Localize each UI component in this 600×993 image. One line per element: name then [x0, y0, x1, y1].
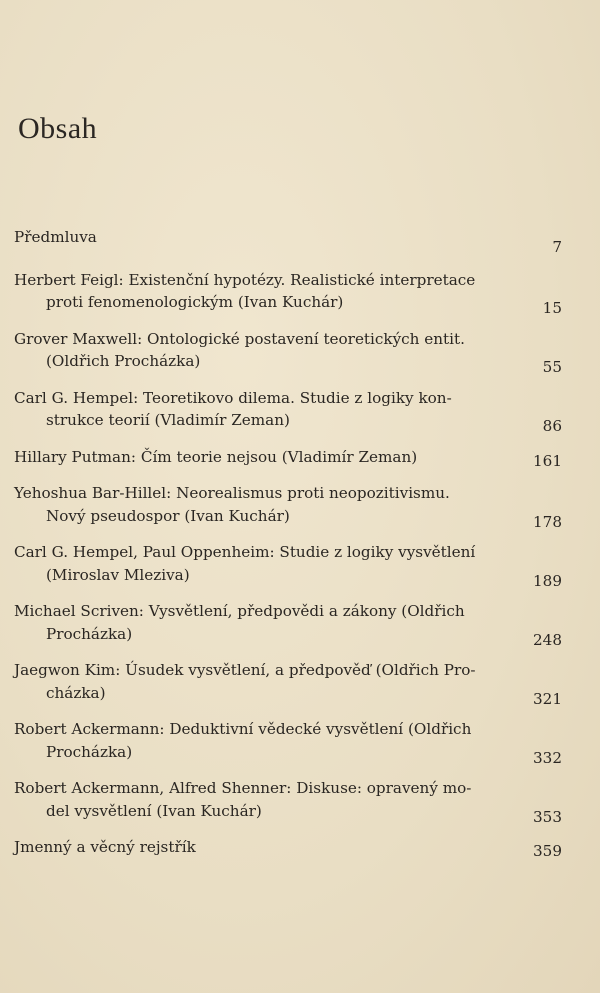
- toc-entry: [14, 777, 562, 826]
- toc-entry-text-continued: del vysvětlení (Ivan Kuchár): [46, 801, 262, 820]
- toc-entry-text: Herbert Feigl: Existenční hypotézy. Realistické interpretace: [14, 270, 476, 289]
- toc-entry: [14, 659, 562, 708]
- toc-entry: [14, 836, 562, 859]
- toc-entry: [14, 446, 562, 469]
- toc-entry: [14, 600, 562, 649]
- table-of-contents: [14, 226, 562, 873]
- toc-entry-text: Jaegwon Kim: Úsudek vysvětlení, a předpověď (Oldřich Pro-: [14, 661, 476, 679]
- toc-page-number: 332: [533, 748, 562, 767]
- toc-page-number: 248: [533, 630, 562, 649]
- toc-entry: [14, 718, 562, 767]
- toc-entry-text: Carl G. Hempel, Paul Oppenheim: Studie z logiky vysvětlení: [14, 543, 476, 561]
- toc-entry-text: Předmluva: [14, 228, 97, 246]
- toc-page-number: 7: [552, 238, 562, 256]
- toc-entry-text-continued: (Oldřich Procházka): [46, 352, 201, 370]
- toc-entry-text: Carl G. Hempel: Teoretikovo dilema. Studie z logiky kon-: [14, 388, 452, 407]
- toc-entry-text: Grover Maxwell: Ontologické postavení teoretických entit.: [14, 329, 465, 348]
- toc-page-number: 321: [533, 689, 562, 708]
- toc-entry: [14, 387, 562, 435]
- toc-entry-text: Robert Ackermann: Deduktivní vědecké vysvětlení (Oldřich: [14, 720, 472, 738]
- toc-page-number: 55: [542, 358, 562, 376]
- toc-entry-text-continued: Procházka): [46, 742, 133, 761]
- toc-entry-text-continued: (Miroslav Mleziva): [46, 565, 190, 584]
- toc-page-number: 15: [542, 299, 562, 317]
- toc-entry-text: Jmenný a věcný rejstřík: [14, 838, 196, 856]
- toc-entry: [14, 541, 562, 590]
- toc-entry-text-continued: Procházka): [46, 624, 133, 643]
- toc-entry-text: Hillary Putman: Čím teorie nejsou (Vladimír Zeman): [14, 447, 418, 466]
- toc-entry-text-continued: proti fenomenologickým (Ivan Kuchár): [46, 293, 344, 311]
- toc-entry-text: Michael Scriven: Vysvětlení, předpovědi a zákony (Oldřich: [14, 602, 465, 620]
- toc-entry: [14, 482, 562, 531]
- toc-page-number: 86: [542, 417, 562, 435]
- toc-page-number: 359: [533, 842, 562, 860]
- toc-entry: [14, 226, 562, 256]
- toc-page-number: 353: [533, 807, 562, 826]
- toc-entry-text-continued: strukce teorií (Vladimír Zeman): [46, 411, 290, 429]
- toc-entry-text-continued: cházka): [46, 683, 106, 702]
- toc-page-number: 178: [533, 512, 562, 531]
- toc-entry: [14, 269, 562, 317]
- toc-entry: [14, 328, 562, 376]
- toc-page-number: 189: [533, 571, 562, 590]
- page-title: Obsah: [18, 112, 98, 145]
- toc-entry-text: Yehoshua Bar-Hillel: Neorealismus proti neopozitivismu.: [14, 484, 450, 502]
- toc-entry-text: Robert Ackermann, Alfred Shenner: Diskuse: opravený mo-: [14, 779, 472, 797]
- toc-entry-text-continued: Nový pseudospor (Ivan Kuchár): [46, 506, 290, 525]
- toc-page-number: 161: [533, 451, 562, 470]
